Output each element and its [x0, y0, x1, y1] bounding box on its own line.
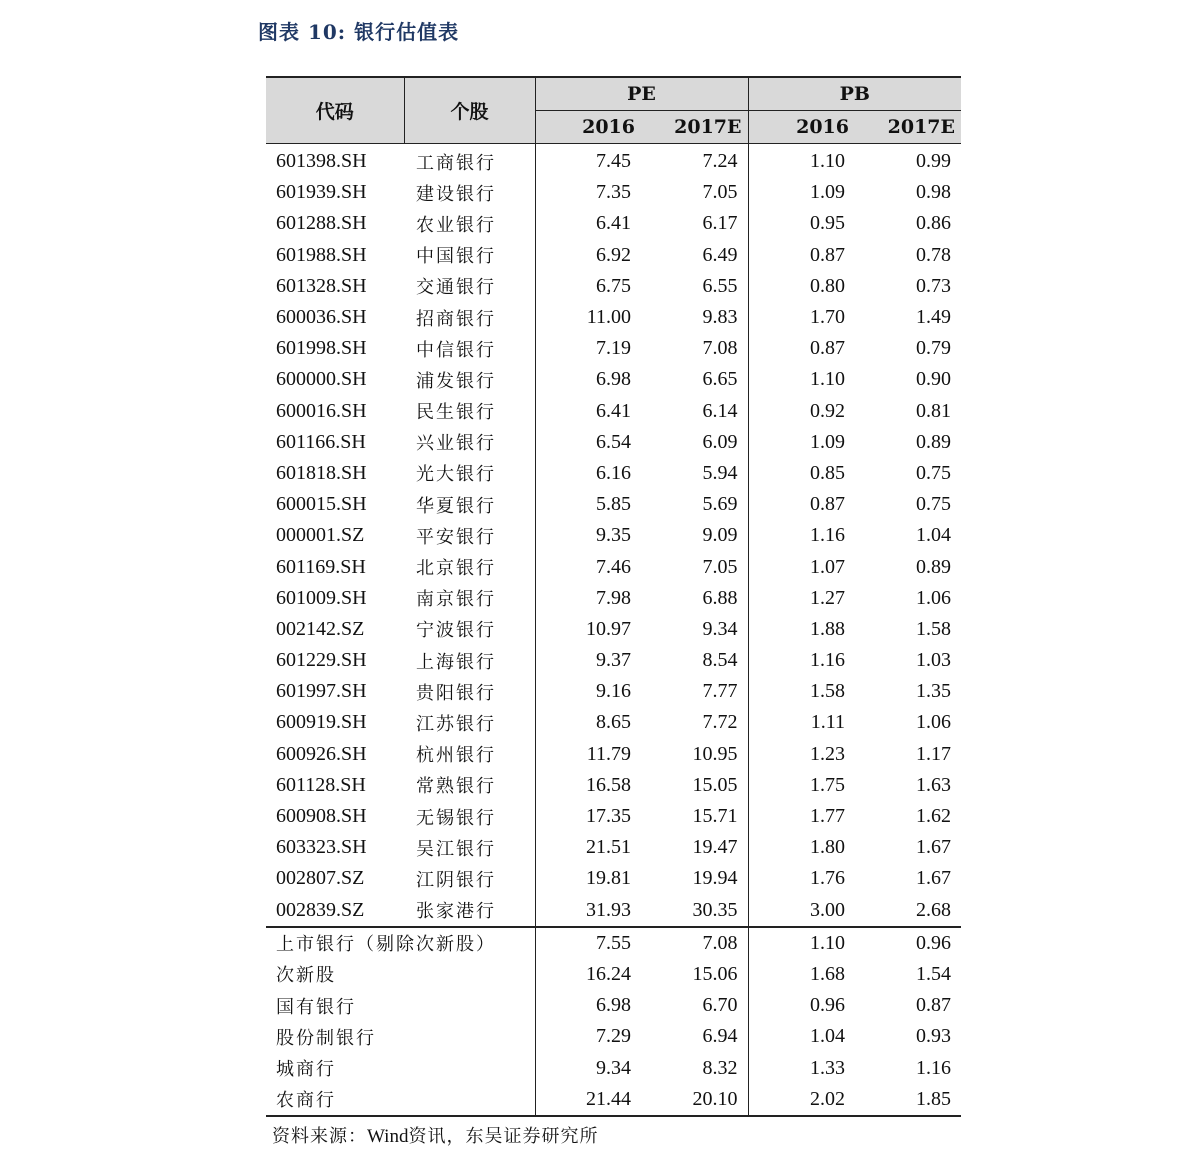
pb-2017e: 1.17 — [916, 742, 952, 765]
pe-2017e: 6.55 — [641, 271, 748, 302]
stock-code: 000001.SZ — [276, 524, 365, 547]
pe-2017e: 30.35 — [641, 895, 748, 927]
summary-row — [266, 1084, 961, 1116]
pb-2017e: 0.86 — [916, 212, 952, 235]
stock-name: 光大银行 — [404, 458, 535, 489]
stock-code: 601009.SH — [276, 586, 367, 609]
pb-2016: 1.70 — [810, 306, 845, 329]
pe-2016: 17.35 — [586, 805, 631, 828]
stock-name: 无锡银行 — [404, 801, 535, 832]
stock-name: 南京银行 — [404, 583, 535, 614]
group-label: 城商行 — [266, 1052, 535, 1083]
pb-2016: 1.10 — [810, 150, 845, 173]
pe-2017e: 7.77 — [641, 676, 748, 707]
stock-name: 中信银行 — [404, 333, 535, 364]
pb-2017e: 1.67 — [916, 867, 952, 890]
pe-2017e: 6.17 — [641, 208, 748, 239]
pe-2017e: 9.09 — [641, 520, 748, 551]
pe-2016: 16.58 — [586, 773, 631, 796]
stock-name: 杭州银行 — [404, 739, 535, 770]
table-row — [266, 427, 961, 458]
summary-rows — [266, 927, 961, 1116]
pe-2017e: 10.95 — [641, 739, 748, 770]
pe-2017e: 6.70 — [641, 990, 748, 1021]
bank-rows — [266, 144, 961, 927]
pb-2016: 1.68 — [810, 962, 845, 985]
table-row — [266, 144, 961, 178]
stock-name: 兴业银行 — [404, 427, 535, 458]
group-label: 国有银行 — [266, 990, 535, 1021]
pe-2017e: 6.88 — [641, 583, 748, 614]
pb-2016: 1.10 — [810, 368, 845, 391]
pe-2017e: 19.47 — [641, 832, 748, 863]
pe-2016: 6.54 — [596, 430, 631, 453]
pe-2016: 11.00 — [586, 306, 631, 329]
figure-title: 图表 10: 银行估值表 — [258, 20, 460, 44]
stock-name: 张家港行 — [404, 895, 535, 927]
pe-2016: 6.16 — [596, 461, 631, 484]
pe-2017e: 5.94 — [641, 458, 748, 489]
stock-name: 江苏银行 — [404, 707, 535, 738]
pb-2016: 1.77 — [810, 805, 845, 828]
stock-code: 002142.SZ — [276, 617, 365, 640]
stock-name: 平安银行 — [404, 520, 535, 551]
pb-2017e: 0.96 — [855, 927, 961, 959]
pe-2016: 19.81 — [586, 867, 631, 890]
pb-2016: 1.16 — [810, 649, 845, 672]
pb-2016: 1.16 — [810, 524, 845, 547]
pb-2017e: 0.93 — [916, 1025, 952, 1048]
table-row — [266, 240, 961, 271]
pe-2017e: 7.05 — [641, 551, 748, 582]
pb-2017e: 0.78 — [916, 243, 952, 266]
stock-code: 601128.SH — [276, 773, 366, 796]
header-pb: PB — [748, 77, 961, 111]
stock-code: 601169.SH — [276, 555, 366, 578]
table-row — [266, 396, 961, 427]
stock-name: 浦发银行 — [404, 364, 535, 395]
table-row — [266, 333, 961, 364]
stock-code: 601229.SH — [276, 649, 367, 672]
stock-code: 600016.SH — [276, 399, 367, 422]
table-row — [266, 801, 961, 832]
group-label: 次新股 — [266, 959, 535, 990]
table-row — [266, 583, 961, 614]
pe-2016: 6.41 — [596, 399, 631, 422]
table-row — [266, 614, 961, 645]
pb-2017e: 1.35 — [916, 680, 952, 703]
pb-2017e: 1.06 — [916, 586, 952, 609]
pb-2016: 1.80 — [810, 836, 845, 859]
stock-code: 600919.SH — [276, 711, 367, 734]
pb-2016: 1.58 — [810, 680, 845, 703]
pb-2016: 0.92 — [810, 399, 845, 422]
pe-2017e: 7.24 — [641, 144, 748, 178]
stock-name: 常熟银行 — [404, 770, 535, 801]
summary-row — [266, 1021, 961, 1052]
table-row — [266, 676, 961, 707]
stock-code: 601997.SH — [276, 680, 367, 703]
header-pb-2016: 2016 — [748, 111, 855, 144]
bank-valuation-table — [266, 76, 961, 1117]
pe-2016: 10.97 — [586, 617, 631, 640]
stock-name: 宁波银行 — [404, 614, 535, 645]
pe-2017e: 6.14 — [641, 396, 748, 427]
header-pe-2016: 2016 — [535, 111, 641, 144]
table-row — [266, 177, 961, 208]
pb-2016: 1.11 — [810, 711, 845, 734]
pe-2016: 8.65 — [596, 711, 631, 734]
pb-2017e: 0.87 — [916, 994, 952, 1017]
source-prefix: 资料来源： — [272, 1126, 367, 1147]
pe-2016: 6.75 — [596, 274, 631, 297]
stock-code: 600908.SH — [276, 805, 367, 828]
pb-2017e: 0.89 — [916, 555, 952, 578]
source-wind: Wind — [367, 1126, 409, 1147]
pe-2016: 6.41 — [596, 212, 631, 235]
header-code: 代码 — [266, 77, 404, 144]
group-label: 上市银行（剔除次新股） — [266, 927, 535, 959]
stock-name: 北京银行 — [404, 551, 535, 582]
summary-row — [266, 990, 961, 1021]
stock-name: 工商银行 — [404, 144, 535, 178]
pe-2017e: 15.71 — [641, 801, 748, 832]
pb-2016: 0.80 — [810, 274, 845, 297]
pb-2016: 0.87 — [810, 337, 845, 360]
pe-2016: 11.79 — [586, 742, 631, 765]
table-row — [266, 302, 961, 333]
pb-2016: 1.76 — [810, 867, 845, 890]
pb-2017e: 1.03 — [916, 649, 952, 672]
pb-2016: 0.96 — [810, 994, 845, 1017]
pe-2016: 7.35 — [596, 181, 631, 204]
table-row — [266, 895, 961, 927]
pb-2017e: 0.73 — [916, 274, 952, 297]
pb-2017e: 0.75 — [916, 461, 952, 484]
group-label: 农商行 — [266, 1084, 535, 1116]
table-row — [266, 208, 961, 239]
pe-2016: 6.92 — [596, 243, 631, 266]
pb-2016: 2.02 — [748, 1084, 855, 1116]
stock-name: 农业银行 — [404, 208, 535, 239]
group-label: 股份制银行 — [266, 1021, 535, 1052]
header-pe-2017e: 2017E — [641, 111, 748, 144]
stock-code: 601998.SH — [276, 337, 367, 360]
pe-2017e: 7.72 — [641, 707, 748, 738]
stock-code: 002839.SZ — [276, 898, 365, 921]
pe-2017e: 7.08 — [641, 927, 748, 959]
pe-2017e: 9.34 — [641, 614, 748, 645]
table-row — [266, 863, 961, 894]
pb-2017e: 1.67 — [916, 836, 952, 859]
stock-code: 600000.SH — [276, 368, 367, 391]
stock-name: 民生银行 — [404, 396, 535, 427]
pe-2016: 9.37 — [596, 649, 631, 672]
pb-2016: 1.75 — [810, 773, 845, 796]
pe-2017e: 8.54 — [641, 645, 748, 676]
summary-row — [266, 1052, 961, 1083]
pb-2016: 1.10 — [748, 927, 855, 959]
pb-2017e: 1.06 — [916, 711, 952, 734]
pb-2016: 1.07 — [810, 555, 845, 578]
table-row — [266, 489, 961, 520]
pb-2016: 1.09 — [810, 181, 845, 204]
table-row — [266, 458, 961, 489]
pb-2016: 0.85 — [810, 461, 845, 484]
pe-2016: 21.44 — [535, 1084, 641, 1116]
pe-2016: 16.24 — [586, 962, 631, 985]
pb-2017e: 1.58 — [916, 617, 952, 640]
table-row — [266, 271, 961, 302]
pe-2016: 5.85 — [596, 493, 631, 516]
stock-code: 601939.SH — [276, 181, 367, 204]
stock-code: 600015.SH — [276, 493, 367, 516]
summary-row — [266, 927, 961, 959]
header-pb-2017e: 2017E — [855, 111, 961, 144]
pe-2016: 6.98 — [596, 994, 631, 1017]
stock-code: 601398.SH — [276, 150, 367, 173]
stock-code: 603323.SH — [276, 836, 367, 859]
pe-2016: 6.98 — [596, 368, 631, 391]
pb-2016: 1.33 — [810, 1056, 845, 1079]
pe-2017e: 19.94 — [641, 863, 748, 894]
stock-code: 600036.SH — [276, 306, 367, 329]
pe-2017e: 20.10 — [641, 1084, 748, 1116]
pb-2017e: 1.49 — [916, 306, 952, 329]
source-note — [272, 1122, 598, 1148]
table-row — [266, 645, 961, 676]
pb-2016: 0.95 — [810, 212, 845, 235]
table-row — [266, 364, 961, 395]
stock-name: 招商银行 — [404, 302, 535, 333]
pb-2016: 1.04 — [810, 1025, 845, 1048]
table-row — [266, 707, 961, 738]
pb-2017e: 2.68 — [916, 898, 952, 921]
pb-2016: 0.87 — [810, 243, 845, 266]
pe-2017e: 6.49 — [641, 240, 748, 271]
pe-2016: 7.55 — [535, 927, 641, 959]
stock-code: 601328.SH — [276, 274, 367, 297]
stock-code: 601288.SH — [276, 212, 367, 235]
pb-2017e: 0.75 — [916, 493, 952, 516]
pe-2017e: 15.06 — [641, 959, 748, 990]
pb-2017e: 0.90 — [916, 368, 952, 391]
stock-code: 601988.SH — [276, 243, 367, 266]
pe-2017e: 6.65 — [641, 364, 748, 395]
stock-name: 吴江银行 — [404, 832, 535, 863]
table-row — [266, 770, 961, 801]
pb-2016: 1.09 — [810, 430, 845, 453]
table-row — [266, 520, 961, 551]
stock-name: 贵阳银行 — [404, 676, 535, 707]
pb-2017e: 1.54 — [916, 962, 952, 985]
pb-2016: 3.00 — [810, 898, 845, 921]
pe-2017e: 6.09 — [641, 427, 748, 458]
stock-name: 华夏银行 — [404, 489, 535, 520]
table-row — [266, 739, 961, 770]
pe-2016: 7.98 — [596, 586, 631, 609]
pb-2017e: 0.89 — [916, 430, 952, 453]
pe-2017e: 8.32 — [641, 1052, 748, 1083]
stock-name: 中国银行 — [404, 240, 535, 271]
source-suffix: 资讯，东吴证券研究所 — [408, 1126, 599, 1147]
pb-2016: 1.88 — [810, 617, 845, 640]
pb-2017e: 0.81 — [916, 399, 952, 422]
pb-2017e: 1.62 — [916, 805, 952, 828]
stock-name: 江阴银行 — [404, 863, 535, 894]
pb-2016: 0.87 — [810, 493, 845, 516]
pe-2016: 7.19 — [596, 337, 631, 360]
pe-2017e: 7.05 — [641, 177, 748, 208]
pb-2017e: 1.16 — [916, 1056, 952, 1079]
pb-2016: 1.27 — [810, 586, 845, 609]
pe-2016: 21.51 — [586, 836, 631, 859]
stock-code: 002807.SZ — [276, 867, 365, 890]
stock-code: 601818.SH — [276, 461, 367, 484]
stock-name: 上海银行 — [404, 645, 535, 676]
pb-2017e: 0.98 — [916, 181, 952, 204]
pb-2017e: 0.79 — [916, 337, 952, 360]
summary-row — [266, 959, 961, 990]
pb-2017e: 1.63 — [916, 773, 952, 796]
pe-2016: 7.46 — [596, 555, 631, 578]
pe-2016: 7.45 — [596, 150, 631, 173]
pe-2017e: 5.69 — [641, 489, 748, 520]
pe-2017e: 7.08 — [641, 333, 748, 364]
header-name: 个股 — [404, 77, 535, 144]
table-header — [266, 77, 961, 144]
pe-2016: 9.16 — [596, 680, 631, 703]
pe-2016: 9.35 — [596, 524, 631, 547]
pe-2017e: 6.94 — [641, 1021, 748, 1052]
pb-2017e: 1.04 — [916, 524, 952, 547]
pe-2017e: 9.83 — [641, 302, 748, 333]
pe-2016: 31.93 — [586, 898, 631, 921]
pe-2016: 9.34 — [596, 1056, 631, 1079]
pe-2017e: 15.05 — [641, 770, 748, 801]
stock-name: 交通银行 — [404, 271, 535, 302]
table-row — [266, 832, 961, 863]
table-row — [266, 551, 961, 582]
pb-2017e: 0.99 — [916, 150, 952, 173]
pe-2016: 7.29 — [596, 1025, 631, 1048]
stock-code: 600926.SH — [276, 742, 367, 765]
pb-2016: 1.23 — [810, 742, 845, 765]
header-pe: PE — [535, 77, 748, 111]
pb-2017e: 1.85 — [855, 1084, 961, 1116]
stock-code: 601166.SH — [276, 430, 366, 453]
stock-name: 建设银行 — [404, 177, 535, 208]
